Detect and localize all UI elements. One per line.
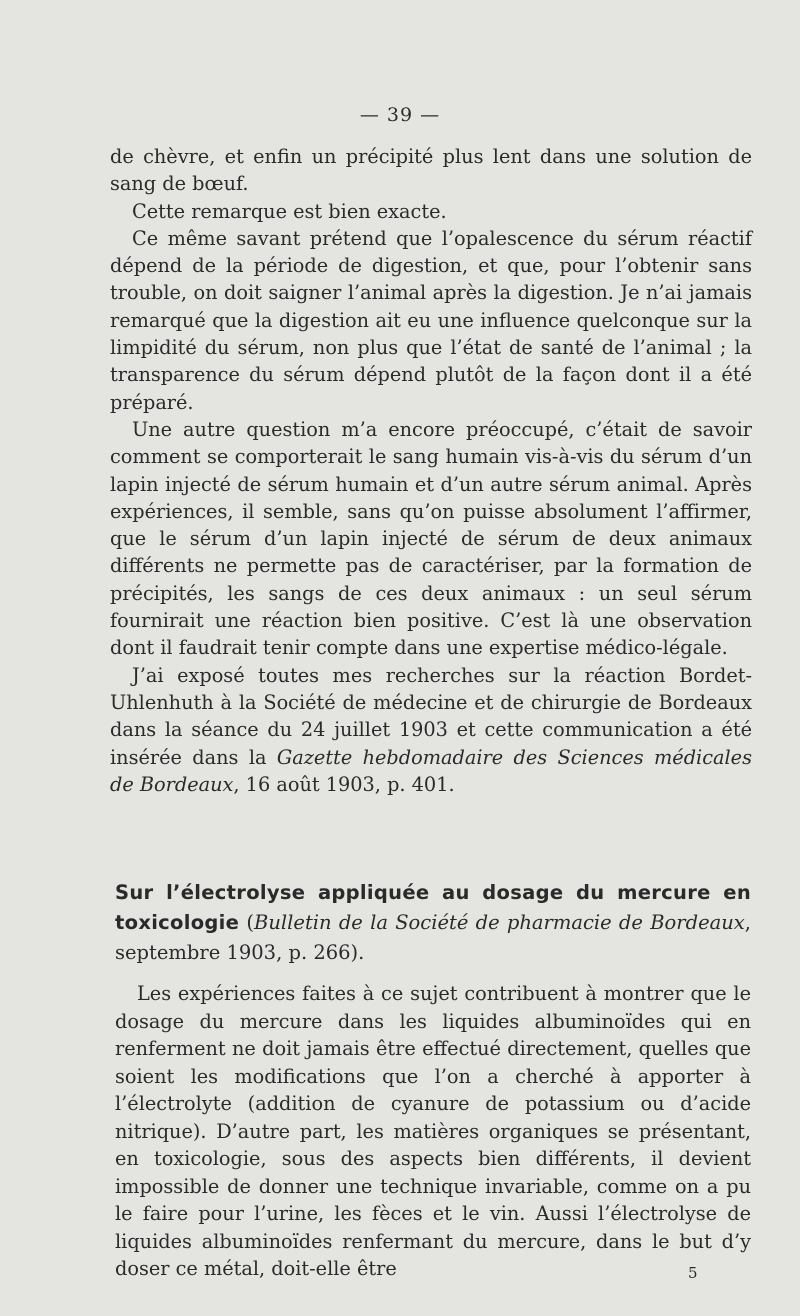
paragraph-1: de chèvre, et enfin un précipité plus lent dans une solution de sang de bœuf. [110, 145, 752, 196]
body-text-bottom [115, 980, 751, 1283]
section-ref-details: , septembre 1903, p. 266). [115, 911, 751, 964]
section-ref-journal: Bulletin de la Société de pharmacie de Bordeaux [254, 911, 745, 934]
page-number: — 39 — [359, 104, 441, 126]
section-body-paragraph: Les expériences faites à ce sujet contribuent à montrer que le dosage du mercure dans les liquides albuminoïdes qui en renferment ne doit jamais être effectué directement, quelles que soient les modifications que l’on a cherché à apporter à l’électrolyte (addition de cyanure de potassium ou d’acide nitrique). D’autre part, les matières organiques se présentant, en toxicologie, sous des aspects bien différents, il devient impossible de donner une technique invariable, comme on a pu le faire pour l’urine, les fèces et le vin. Aussi l’électrolyse de liquides albuminoïdes renfermant du mercure, dans le but d’y doser ce métal, doit-elle être [115, 982, 751, 1280]
section-title: Sur l’électrolyse appliquée au dosage du mercure en toxicologie [115, 881, 751, 934]
paragraph-4: Une autre question m’a encore préoccupé, c’était de savoir comment se comporterait le sang humain vis-à-vis du sérum d’un lapin injecté de sérum humain et d’un autre sérum animal. Après expériences, il semble, sans qu’on puisse absolument l’affirmer, que le sérum d’un lapin injecté de sérum de deux animaux différents ne permette pas de caractériser, par la formation de précipités, les sangs de ces deux animaux : un seul sérum fournirait une réaction bien positive. C’est là une observation dont il faudrait tenir compte dans une expertise médico-légale. [110, 417, 752, 660]
signature-mark: 5 [688, 1264, 698, 1282]
paragraph-5-start: J’ai exposé toutes mes recherches sur la réaction Bordet-Uhlenhuth à la Société de médecine et de chirurgie de Bordeaux dans la séance du 24 juillet 1903 et cette communication a été insérée dans la [110, 663, 752, 769]
paragraph-5 [110, 662, 752, 798]
paragraph-3: Ce même savant prétend que l’opalescence du sérum réactif dépend de la période de digestion, et que, pour l’obtenir sans trouble, on doit saigner l’animal après la digestion. Je n’ai jamais remarqué que la digestion ait eu une influence quelconque sur la limpidité du sérum, non plus que l’état de santé de l’animal ; la transparence du sérum dépend plutôt de la façon dont il a été préparé. [110, 226, 752, 414]
section-ref-open: ( [239, 911, 255, 934]
paragraph-2: Cette remarque est bien exacte. [132, 199, 447, 223]
section-heading [115, 878, 751, 968]
gazette-citation: Gazette hebdomadaire des Sciences médicales de Bordeaux [110, 745, 752, 796]
paragraph-5-end: , 16 août 1903, p. 401. [233, 772, 455, 796]
body-text-top [110, 143, 752, 798]
